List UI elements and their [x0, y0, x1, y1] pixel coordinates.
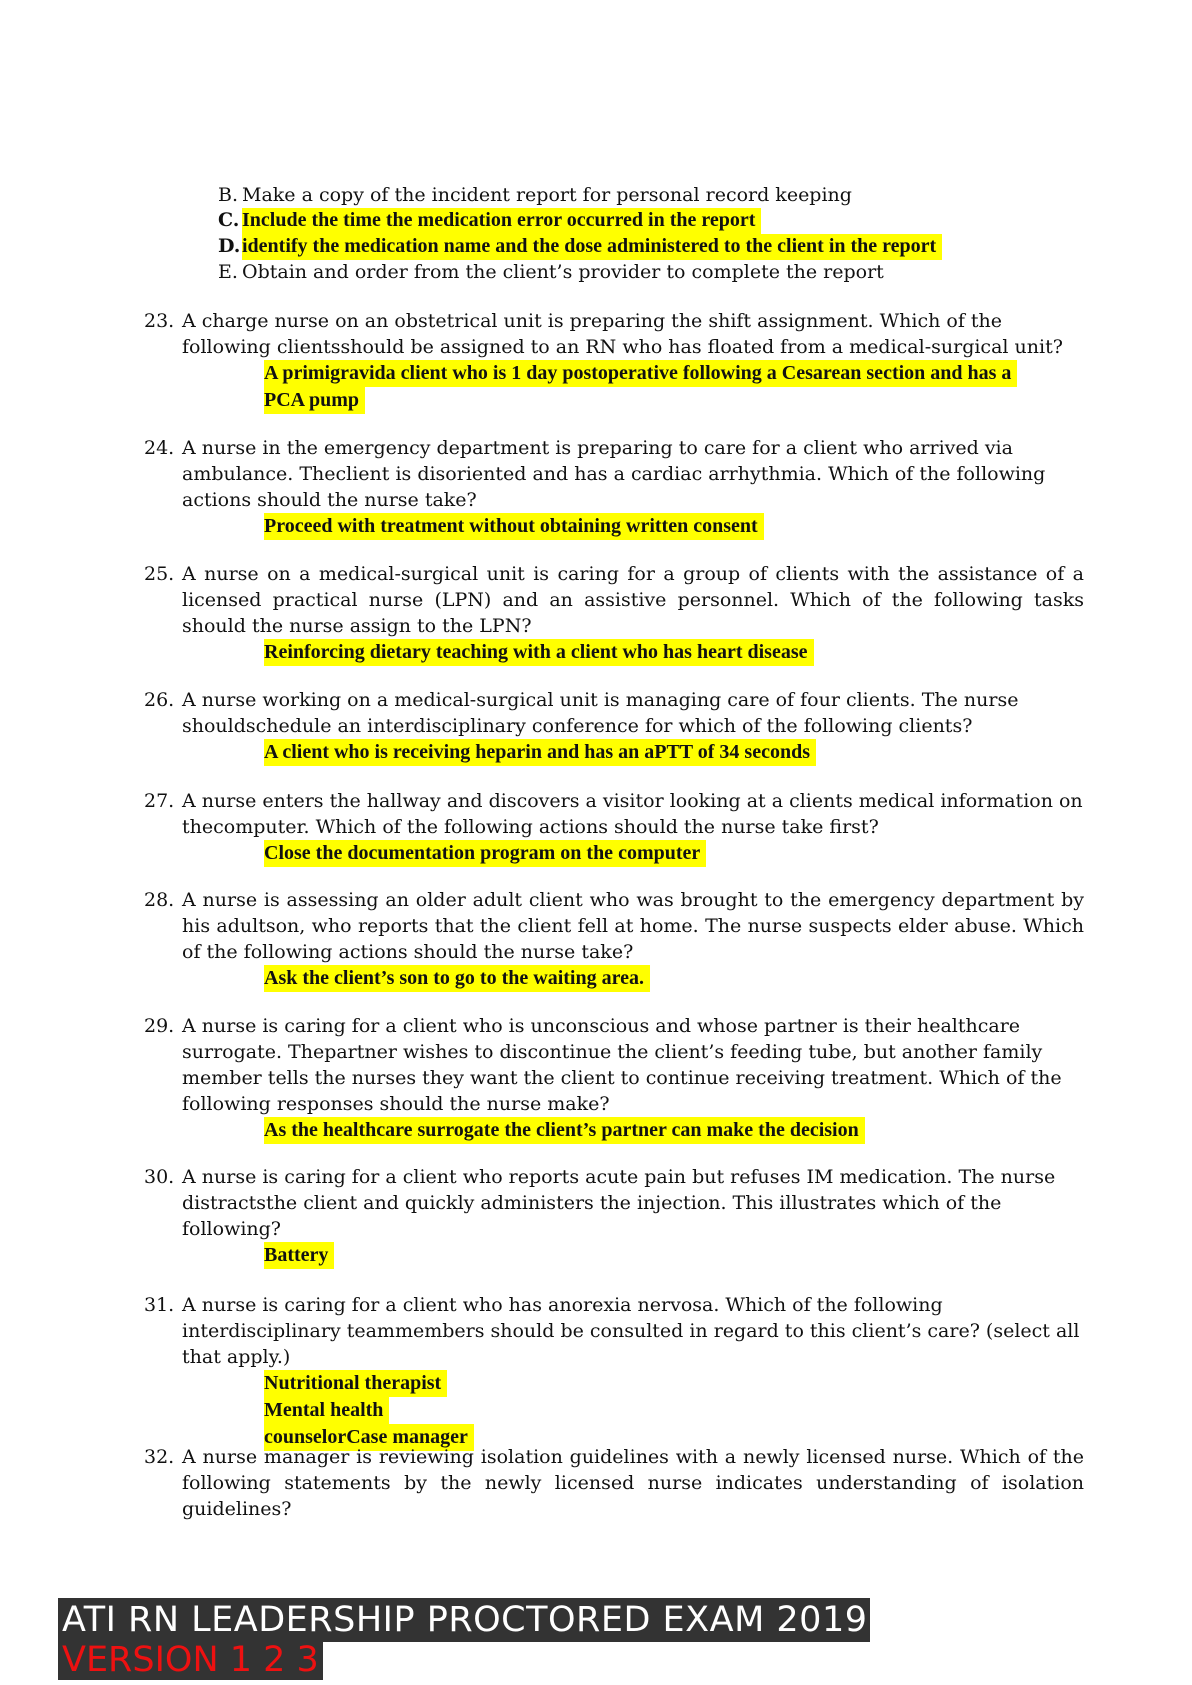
- question-text: A nurse manager is reviewing isolation guidelines with a newly licensed nurse. Which of the following statements by the newly licensed nurse indicates understanding of isolation guidelines?: [182, 1446, 1084, 1520]
- answer-line: Ask the client’s son to go to the waiting area.: [264, 965, 650, 992]
- question-number: 24.: [144, 437, 175, 459]
- option-text-highlighted: identify the medication name and the dose administered to the client in the report: [242, 234, 942, 260]
- question-number: 31.: [144, 1294, 175, 1316]
- question-27: [144, 788, 1084, 867]
- option-b: [218, 183, 942, 208]
- question-32: [144, 1444, 1084, 1522]
- answer: [264, 513, 1084, 540]
- footer-version: VERSION 1 2 3: [58, 1640, 323, 1680]
- question-30: [144, 1164, 1084, 1269]
- question-number: 23.: [144, 310, 175, 332]
- answer: [264, 639, 1084, 666]
- question-text: A nurse is assessing an older adult client who was brought to the emergency department by his adultson, who reports that the client fell at home. The nurse suspects elder abuse. Which of the following actions should the nurse take?: [182, 889, 1084, 963]
- question-number: 26.: [144, 689, 175, 711]
- option-letter: D.: [218, 235, 241, 257]
- option-text: Obtain and order from the client’s provider to complete the report: [242, 261, 884, 283]
- question-text: A nurse on a medical-surgical unit is caring for a group of clients with the assistance of a licensed practical nurse (LPN) and an assistive personnel. Which of the following tasks should the nurse assign to the LPN?: [182, 563, 1084, 637]
- answer-line: Nutritional therapist: [264, 1370, 447, 1397]
- question-number: 32.: [144, 1446, 175, 1468]
- answer: [264, 1117, 1084, 1144]
- question-number: 28.: [144, 889, 175, 911]
- answer-line: counselorCase manager: [264, 1424, 474, 1451]
- answer-line: Mental health: [264, 1397, 389, 1424]
- option-text-highlighted: Include the time the medication error occurred in the report: [242, 208, 761, 234]
- answer: [264, 1242, 1084, 1269]
- question-text: A nurse in the emergency department is preparing to care for a client who arrived via ambulance. Theclient is disoriented and has a cardiac arrhythmia. Which of the following actions should the nurse take?: [182, 437, 1046, 511]
- question-31: [144, 1292, 1084, 1451]
- option-text: Make a copy of the incident report for personal record keeping: [242, 184, 852, 206]
- question-29: [144, 1013, 1084, 1144]
- answer-line: As the healthcare surrogate the client’s partner can make the decision: [264, 1117, 865, 1144]
- option-letter: E.: [218, 261, 238, 283]
- exam-title-footer: [58, 1598, 870, 1680]
- question-26: [144, 687, 1084, 766]
- question-text: A nurse is caring for a client who reports acute pain but refuses IM medication. The nurse distractsthe client and quickly administers the injection. This illustrates which of the following?: [182, 1166, 1056, 1240]
- answer-line: Reinforcing dietary teaching with a client who has heart disease: [264, 639, 814, 666]
- answer: [264, 1370, 1084, 1451]
- answer-line: Close the documentation program on the computer: [264, 840, 706, 867]
- question-number: 30.: [144, 1166, 175, 1188]
- question-number: 27.: [144, 790, 175, 812]
- answer-line: Battery: [264, 1242, 334, 1269]
- option-c: [218, 208, 942, 234]
- question-28: [144, 887, 1084, 992]
- option-letter: B.: [218, 184, 239, 206]
- option-e: [218, 260, 942, 285]
- answer-line: Proceed with treatment without obtaining written consent: [264, 513, 764, 540]
- question-text: A nurse enters the hallway and discovers a visitor looking at a clients medical information on thecomputer. Which of the following actions should the nurse take first?: [182, 790, 1083, 838]
- answer: [264, 965, 1084, 992]
- answer-line: A primigravida client who is 1 day postoperative following a Cesarean section and has a: [264, 360, 1017, 387]
- answer-line: PCA pump: [264, 387, 365, 414]
- answer: [264, 360, 1084, 414]
- question-text: A nurse working on a medical-surgical unit is managing care of four clients. The nurse shouldschedule an interdisciplinary conference for which of the following clients?: [182, 689, 1019, 737]
- question-text: A nurse is caring for a client who is unconscious and whose partner is their healthcare surrogate. Thepartner wishes to discontinue the client’s feeding tube, but another family member tells the nurses they want the client to continue receiving treatment. Which of the following responses should the nurse make?: [182, 1015, 1062, 1115]
- question-text: A nurse is caring for a client who has anorexia nervosa. Which of the following interdisciplinary teammembers should be consulted in regard to this client’s care? (select all that apply.): [182, 1294, 1080, 1368]
- answer: [264, 840, 1084, 867]
- question-text: A charge nurse on an obstetrical unit is preparing the shift assignment. Which of the following clientsshould be assigned to an RN who has floated from a medical-surgical unit?: [182, 310, 1063, 358]
- footer-title: ATI RN LEADERSHIP PROCTORED EXAM 2019: [58, 1598, 870, 1642]
- question-23: [144, 308, 1084, 414]
- question-24: [144, 435, 1084, 540]
- answer-options-list: [218, 183, 942, 285]
- option-letter: C.: [218, 209, 240, 231]
- question-number: 29.: [144, 1015, 175, 1037]
- answer: [264, 739, 1084, 766]
- question-number: 25.: [144, 563, 175, 585]
- question-25: [144, 561, 1084, 666]
- option-d: [218, 234, 942, 260]
- answer-line: A client who is receiving heparin and has an aPTT of 34 seconds: [264, 739, 816, 766]
